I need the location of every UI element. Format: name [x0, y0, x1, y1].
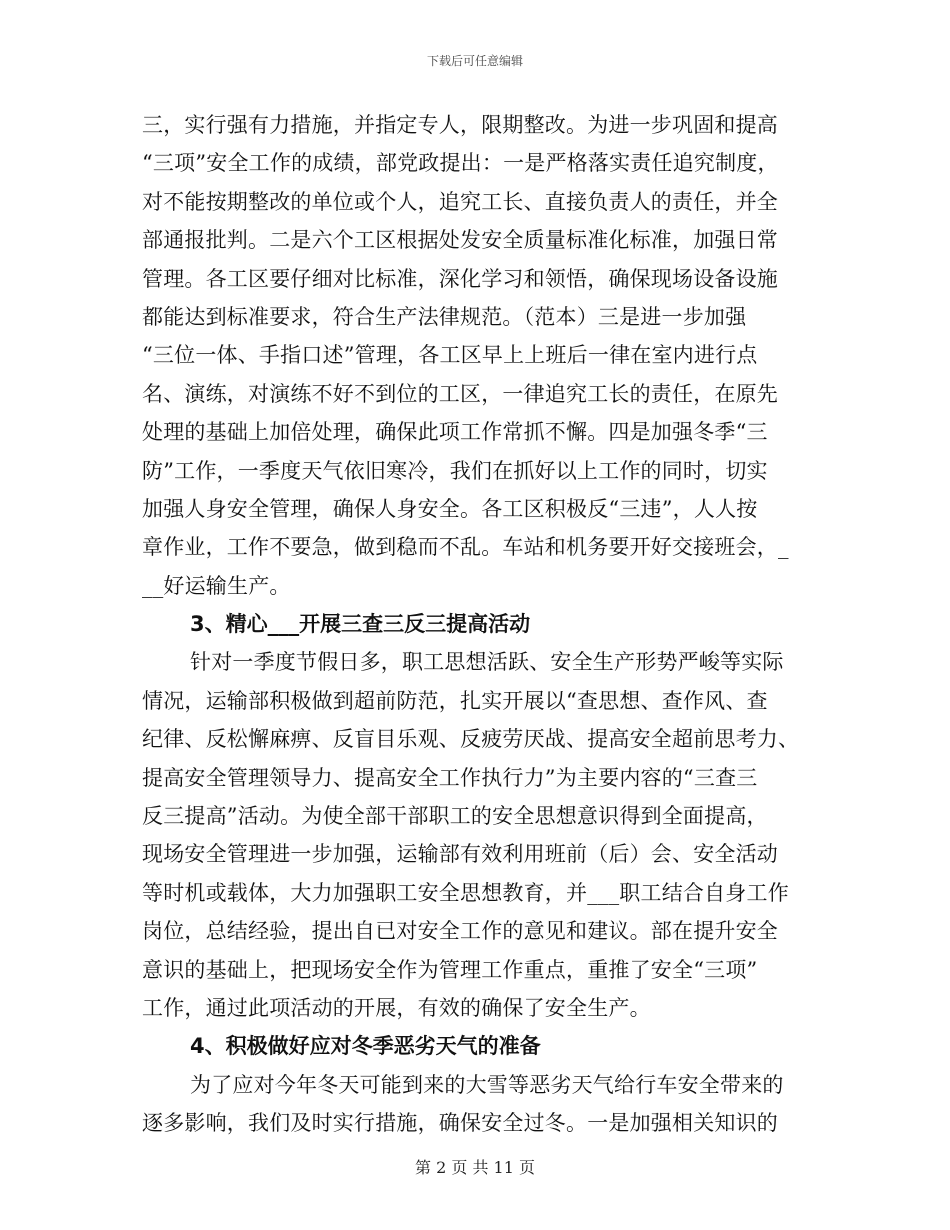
- text-line: 为了应对今年冬天可能到来的大雪等恶劣天气给行车安全带来的: [190, 1072, 784, 1097]
- paragraph-activity: [142, 643, 812, 1027]
- text-line: 提高安全管理领导力、提高安全工作执行力”为主要内容的“三查三: [142, 765, 758, 790]
- paragraph-measures: [142, 106, 812, 605]
- section-heading-3: 3、精心___开展三查三反三提高活动: [190, 612, 531, 637]
- text-line: 针对一季度节假日多，职工思想活跃、安全生产形势严峻等实际: [190, 650, 784, 675]
- text-line: 逐多影响，我们及时实行措施，确保安全过冬。一是加强相关知识的: [142, 1111, 778, 1136]
- text-line: 对不能按期整改的单位或个人，追究工长、直接负责人的责任，并全: [142, 189, 778, 214]
- text-line: 意识的基础上，把现场安全作为管理工作重点，重推了安全“三项”: [142, 957, 758, 982]
- text-line: 部通报批判。二是六个工区根据处发安全质量标准化标准，加强日常: [142, 228, 778, 253]
- section-heading-4: 4、积极做好应对冬季恶劣天气的准备: [190, 1034, 541, 1059]
- text-line: 章作业，工作不要急，做到稳而不乱。车站和机务要开好交接班会，_: [142, 535, 789, 560]
- text-line: 加强人身安全管理，确保人身安全。各工区积极反“三违”，人人按: [142, 496, 758, 521]
- text-line: 都能达到标准要求，符合生产法律规范。（范本）三是进一步加强: [142, 304, 747, 329]
- text-line: 现场安全管理进一步加强，运输部有效利用班前（后）会、安全活动: [142, 842, 778, 867]
- paragraph-winter: [142, 1066, 812, 1143]
- text-line: 工作，通过此项活动的开展，有效的确保了安全生产。: [142, 995, 651, 1020]
- text-line: 防”工作，一季度天气依旧寒冷，我们在抓好以上工作的同时，切实: [142, 458, 768, 483]
- page-footer: 第 2 页 共 11 页: [415, 1158, 535, 1177]
- text-line: 三，实行强有力措施，并指定专人，限期整改。为进一步巩固和提高: [142, 113, 778, 137]
- text-line: __好运输生产。: [142, 573, 291, 598]
- text-line: 处理的基础上加倍处理，确保此项工作常抓不懈。四是加强冬季“三: [142, 420, 768, 445]
- text-line: 管理。各工区要仔细对比标准，深化学习和领悟，确保现场设备设施: [142, 266, 778, 291]
- text-line: 情况，运输部积极做到超前防范，扎实开展以“查思想、查作风、查: [142, 688, 768, 713]
- text-line: 岗位，总结经验，提出自已对安全工作的意见和建议。部在提升安全: [142, 919, 778, 944]
- text-line: “三项”安全工作的成绩，部党政提出：一是严格落实责任追究制度，: [142, 151, 779, 176]
- text-line: 纪律、反松懈麻痹、反盲目乐观、反疲劳厌战、提高安全超前思考力、: [142, 727, 800, 752]
- document-body: [142, 106, 812, 1143]
- text-line: 名、演练，对演练不好不到位的工区，一律追究工长的责任，在原先: [142, 381, 778, 406]
- text-line: 等时机或载体，大力加强职工安全思想教育，并___职工结合自身工作: [142, 880, 789, 905]
- page-header: 下载后可任意编辑: [426, 54, 523, 68]
- text-line: 反三提高”活动。为使全部干部职工的安全思想意识得到全面提高，: [142, 804, 768, 829]
- text-line: “三位一体、手指口述”管理，各工区早上上班后一律在室内进行点: [142, 343, 758, 368]
